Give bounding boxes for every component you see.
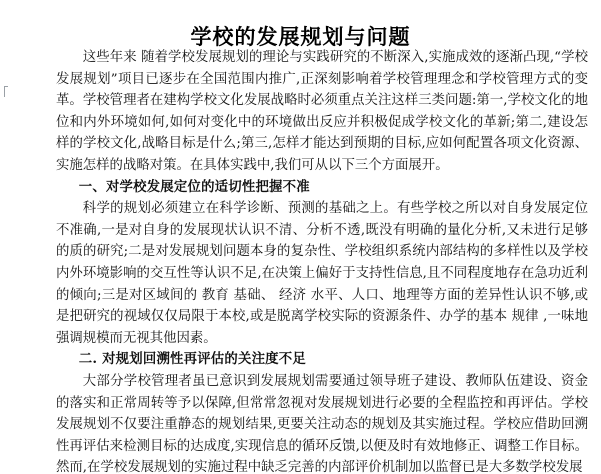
document-body [56, 47, 588, 474]
paragraph-intro: 这些年来 随着学校发展规划的理论与实践研究的不断深入,实施成效的逐渐凸现,“学校发展规划”项目已逐步在全国范围内推广,正深刻影响着学校管理理念和学校管理方式的变革。学校管理者在建构学校文化发展战略时必须重点关注这样三类问题:第一,学校文化的地位和内外环境如何,如何对变化中的环境做出反应并积极促成学校文化的革新;第二,建设怎样的学校文化,战略目标是什么;第三,怎样才能达到预期的目标,应如何配置各项文化资源、实施怎样的战略对策。在具体实践中,我们可从以下三个方面展开。 [56, 50, 588, 173]
paragraph-section-1: 科学的规划必须建立在科学诊断、预测的基础之上。有些学校之所以对自身发展定位不准确,一是对自身的发展现状认识不清、分析不透,既没有明确的量化分析,又未进行足够的质的研究;二是对发展规划问题本身的复杂性、学校组织系统内部结构的多样性以及学校内外环境影响的交互性等认识不足,在决策上偏好于支持性信息,且不同程度地存在急功近利的倾向;三是对区域间的 教育 基础、 经济 水平、人口、地理等方面的差异性认识不够,或是把研究的视域仅仅局限于本校,或是脱离学校实际的资源条件、办学的基本 规律 ,一味地强调规模而无视其他因素。 [56, 201, 588, 346]
document-title: 学校的发展规划与问题 [190, 24, 411, 50]
section-heading-1: 一、对学校发展定位的适切性把握不准 [78, 178, 310, 195]
paragraph-section-2: 大部分学校管理者虽已意识到发展规划需要通过领导班子建设、教师队伍建设、资金的落实和正常周转等予以保障,但常常忽视对发展规划进行必要的全程监控和再评估。学校发展规划不仅要注重静态的规划结果,更要关注动态的规划及其实施过程。学校应借助回溯性再评估来检测目标的达成度,实现信息的循环反馈,以便及时有效地修正、调整工作目标。然而,在学校发展规划的实施过程中缺乏完善的内部评价机制加以监督已是大多数学校发展 [56, 373, 588, 474]
margin-marker [4, 86, 8, 97]
section-heading-2: 二. 对规划回溯性再评估的关注度不足 [78, 351, 306, 368]
